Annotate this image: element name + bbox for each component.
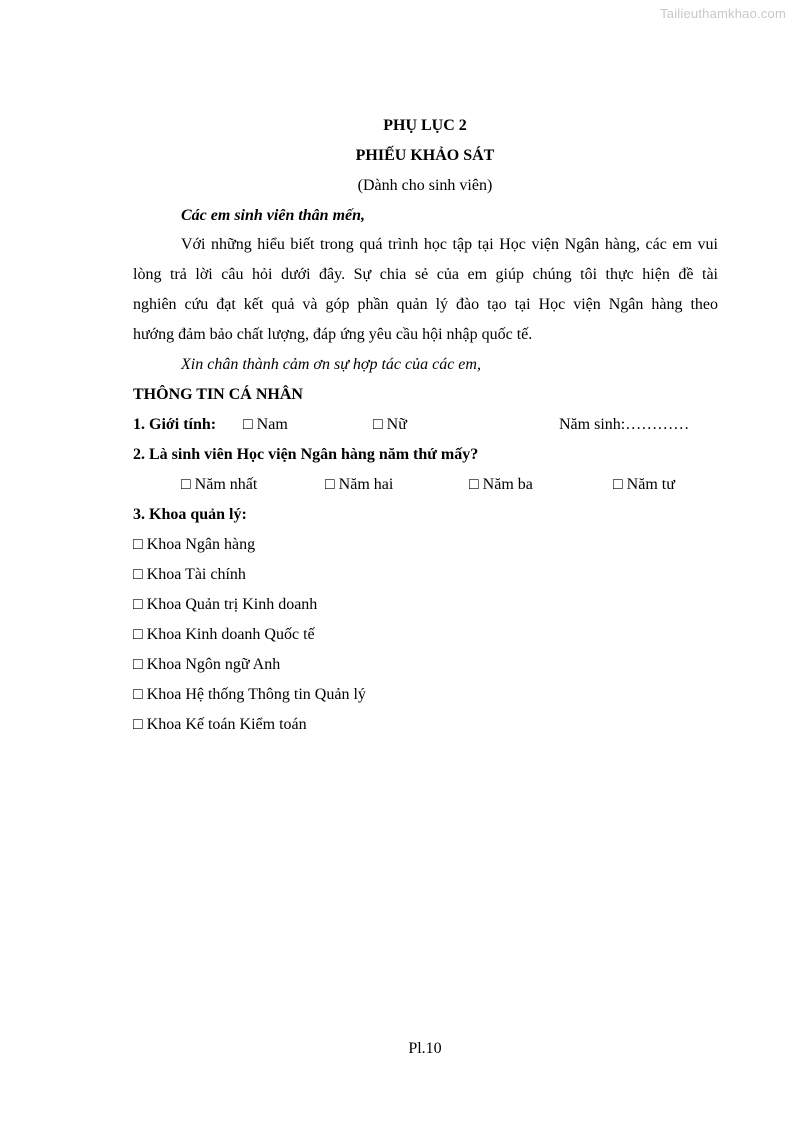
q1-birth-year-field[interactable]: Năm sinh:………… — [559, 416, 690, 433]
q3-option-label: Khoa Quản trị Kinh doanh — [146, 596, 318, 613]
q2-option-label: Năm nhất — [194, 476, 258, 493]
q3-option-quan-tri-kinh-doanh[interactable] — [133, 595, 317, 615]
q2-label: 2. Là sinh viên Học viện Ngân hàng năm thứ mấy? — [133, 446, 479, 463]
section-title-personal-info: THÔNG TIN CÁ NHÂN — [133, 386, 303, 403]
checkbox-icon[interactable]: □ — [133, 686, 143, 703]
watermark: Tailieuthamkhao.com — [660, 6, 786, 21]
q1-option-nam[interactable] — [243, 415, 288, 435]
checkbox-icon[interactable]: □ — [243, 416, 253, 433]
checkbox-icon[interactable]: □ — [133, 716, 143, 733]
q3-option-label: Khoa Ngân hàng — [146, 536, 256, 553]
page-number: Pl.10 — [408, 1040, 442, 1057]
q3-option-label: Khoa Hệ thống Thông tin Quản lý — [146, 686, 366, 703]
q3-option-ngan-hang[interactable] — [133, 535, 255, 555]
q3-option-kinh-doanh-quoc-te[interactable] — [133, 625, 315, 645]
checkbox-icon[interactable]: □ — [133, 536, 143, 553]
q3-option-label: Khoa Kế toán Kiểm toán — [146, 716, 307, 733]
checkbox-icon[interactable]: □ — [373, 416, 383, 433]
intro-line-1: Với những hiểu biết trong quá trình học tập tại Học viện Ngân hàng, các em vui — [181, 236, 718, 253]
checkbox-icon[interactable]: □ — [469, 476, 479, 493]
q2-option-label: Năm tư — [626, 476, 675, 493]
checkbox-icon[interactable]: □ — [613, 476, 623, 493]
q3-label: 3. Khoa quản lý: — [133, 506, 247, 523]
checkbox-icon[interactable]: □ — [133, 566, 143, 583]
intro-line-4: hướng đảm bảo chất lượng, đáp ứng yêu cầu hội nhập quốc tế. — [133, 326, 533, 343]
q2-option-label: Năm hai — [338, 476, 394, 493]
intro-line-2: lòng trả lời câu hỏi dưới đây. Sự chia sẻ của em giúp chúng tôi thực hiện đề tài — [133, 266, 718, 283]
q2-option-nam-hai[interactable] — [325, 475, 393, 495]
q1-option-label: Nữ — [386, 416, 407, 433]
q3-option-label: Khoa Kinh doanh Quốc tế — [146, 626, 315, 643]
checkbox-icon[interactable]: □ — [133, 596, 143, 613]
q3-option-ngon-ngu-anh[interactable] — [133, 655, 280, 675]
intro-line-3: nghiên cứu đạt kết quả và góp phần quản lý đào tạo tại Học viện Ngân hàng theo — [133, 296, 718, 313]
form-subtitle: (Dành cho sinh viên) — [357, 177, 493, 194]
thanks-note: Xin chân thành cảm ơn sự hợp tác của các em, — [181, 356, 481, 373]
q1-label: 1. Giới tính: — [133, 416, 217, 433]
q3-option-tai-chinh[interactable] — [133, 565, 246, 585]
q2-option-label: Năm ba — [482, 476, 533, 493]
q3-option-label: Khoa Ngôn ngữ Anh — [146, 656, 281, 673]
q3-option-ke-toan-kiem-toan[interactable] — [133, 715, 307, 735]
q2-option-nam-tu[interactable] — [613, 475, 675, 495]
q1-option-nu[interactable] — [373, 415, 407, 435]
q3-option-label: Khoa Tài chính — [146, 566, 246, 583]
checkbox-icon[interactable]: □ — [133, 626, 143, 643]
form-title: PHIẾU KHẢO SÁT — [355, 147, 495, 164]
checkbox-icon[interactable]: □ — [181, 476, 191, 493]
checkbox-icon[interactable]: □ — [325, 476, 335, 493]
q2-option-nam-ba[interactable] — [469, 475, 533, 495]
greeting: Các em sinh viên thân mến, — [181, 207, 366, 224]
q3-option-he-thong-thong-tin[interactable] — [133, 685, 366, 705]
appendix-title: PHỤ LỤC 2 — [383, 117, 467, 134]
q1-option-label: Nam — [256, 416, 288, 433]
q2-option-nam-nhat[interactable] — [181, 475, 257, 495]
checkbox-icon[interactable]: □ — [133, 656, 143, 673]
